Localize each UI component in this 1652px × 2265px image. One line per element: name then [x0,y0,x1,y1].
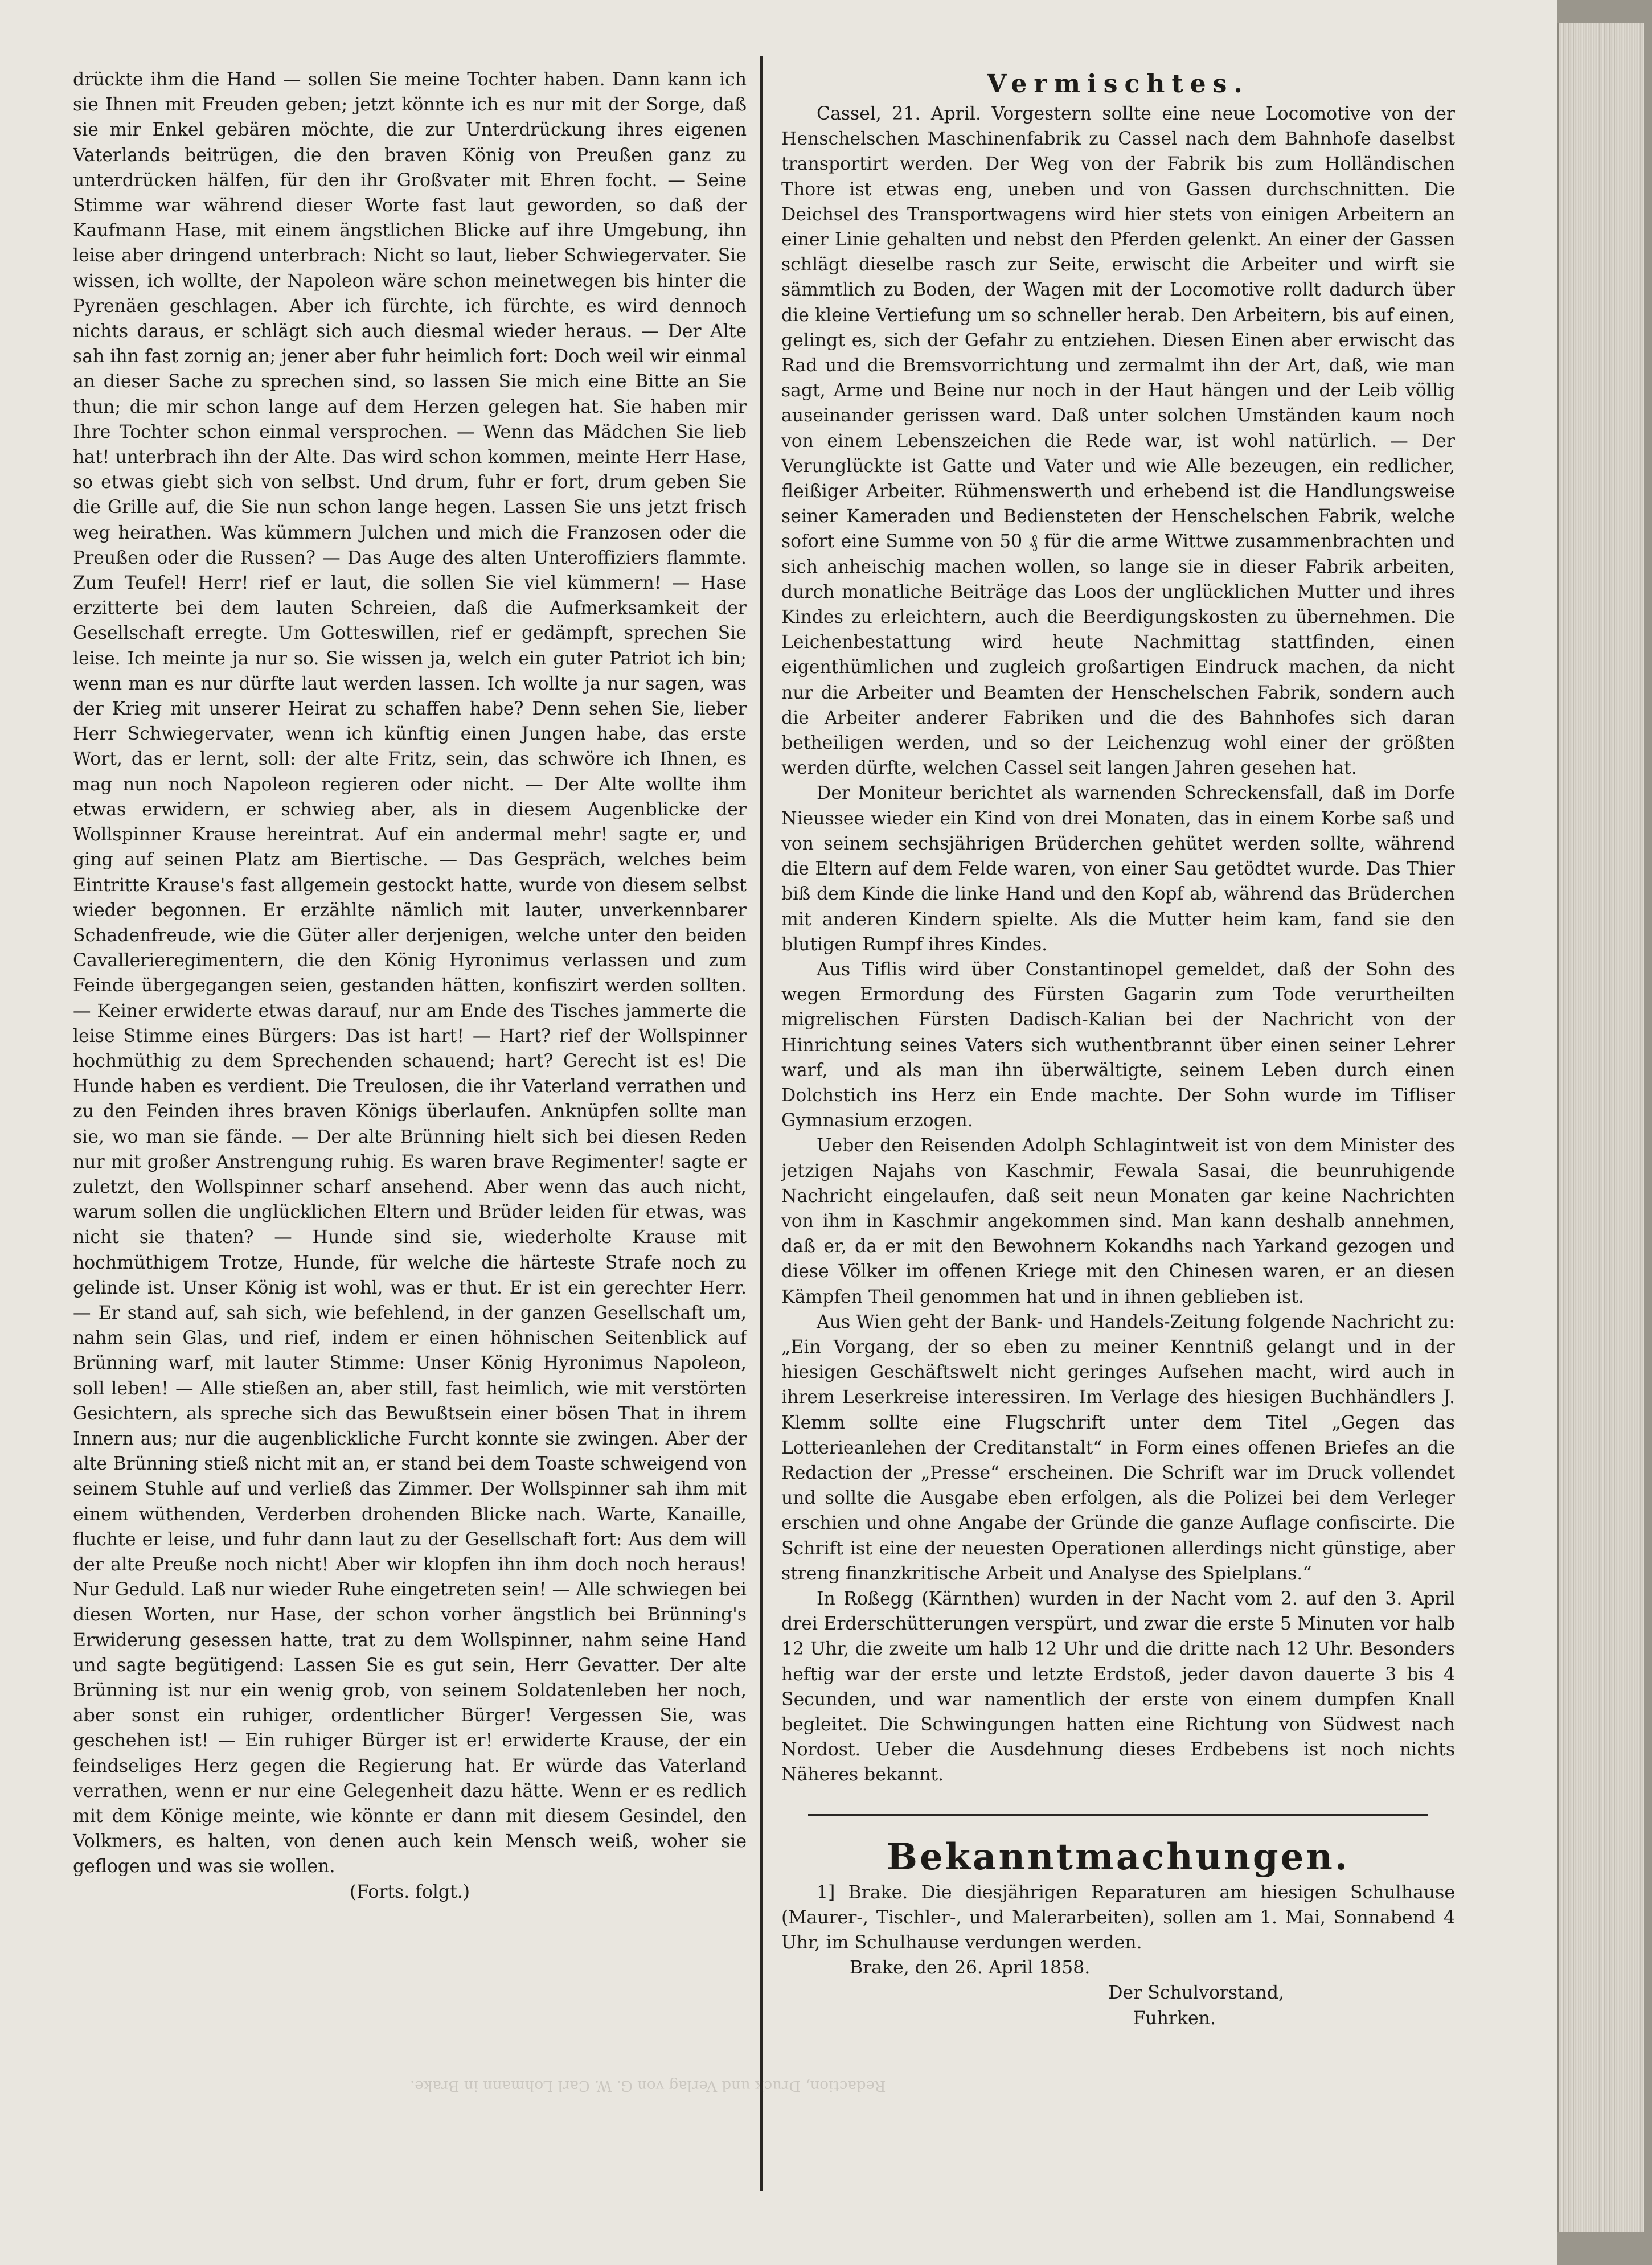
section-title-vermischtes: Vermischtes. [987,69,1249,99]
column-divider [760,56,763,2191]
announcement-place-date: Brake, den 26. April 1858. [850,1958,1091,1979]
imprint-bleedthrough: Redaction, Druck und Verlag von G. W. Carl Lohmann in Brake. [410,2077,886,2094]
announcements-title: Bekanntmachungen. [886,1835,1350,1878]
page-stack-edge [1557,23,1644,2232]
news-item-tiflis: Aus Tiflis wird über Constantinopel gemeldet, daß der Sohn des wegen Ermordung des Fürsten Gagarin zum Tode verurtheilten migrelischen Fürsten Dadisch-Kalian bei der Nachricht von der Hinrichtung seines Vaters sich wuthentbrannt über einen seiner Lehrer warf, und als man ihn überwältigte, seinem Leben durch einen Dolchstich ins Herz ein Ende machte. Der Sohn wurde im Tifliser Gymnasium erzogen. [781,959,1455,1131]
news-item-cassel: Cassel, 21. April. Vorgestern sollte eine neue Locomotive von der Henschelschen Maschinenfabrik zu Cassel nach dem Bahnhofe daselbst transportirt werden. Der Weg von der Fabrik bis zum Holländischen Thore ist etwas eng, uneben und von Gassen durchschnitten. Die Deichsel des Transportwagens wird hier stets von einigen Arbeitern an einer Linie gehalten und nebst den Pferden gelenkt. An einer der Gassen schlägt dieselbe rasch zur Seite, erwischt die Arbeiter und wirft sie sämmtlich zu Boden, der Wagen mit der Locomotive rollt dadurch über die kleine Vertiefung um so schneller herab. Den Arbeitern, bis auf einen, gelingt es, sich der Gefahr zu entziehen. Diesen Einen aber erwischt das Rad und die Bremsvorrichtung und zermalmt ihn der Art, daß, wie man sagt, Arme und Beine nur noch in der Haut hängen und der Leib völlig auseinander gerissen ward. Daß unter solchen Umständen kaum noch von einem Lebenszeichen die Rede war, ist wohl natürlich. — Der Verunglückte ist Gatte und Vater und wie Alle bezeugen, ein redlicher, fleißiger Arbeiter. Rühmenswerth und erhebend ist die Handlungsweise seiner Kameraden und Bediensteten der Henschelschen Fabrik, welche sofort eine Summe von 50 ₰ für die arme Wittwe zusammenbrachten und sich anheischig machen wollen, so lange sie in dieser Fabrik arbeiten, durch monatliche Beiträge das Loos der unglücklichen Mutter und ihres Kindes zu erleichtern, auch die Beerdigungskosten zu übernehmen. Die Leichenbestattung wird heute Nachmittag stattfinden, einen eigenthümlichen und zugleich großartigen Eindruck machen, da nicht nur die Arbeiter und Beamten der Henschelschen Fabrik, sondern auch die Arbeiter anderer Fabriken und die des Bahnhofes sich daran betheiligen werden, und so der Leichenzug wohl einer der größten werden dürfte, welchen Cassel seit langen Jahren gesehen hat. [781,104,1455,779]
continuation-note: (Forts. folgt.) [349,1881,470,1902]
news-item-schlagintweit: Ueber den Reisenden Adolph Schlagintweit ist von dem Minister des jetzigen Najahs von Kaschmir, Fewala Sasai, die beunruhigende Nachricht eingelaufen, daß seit neun Monaten gar keine Nachrichten von ihm in Kaschmir angekommen sind. Man kann deshalb annehmen, daß er, da er mit den Bewohnern Kokandhs nach Yarkand gezogen und diese Völker im offenen Kriege mit den Chinesen waren, er an diesen Kämpfen Theil genommen hat und in ihnen geblieben ist. [781,1135,1455,1307]
right-column [781,67,1455,2265]
news-item-wien: Aus Wien geht der Bank- und Handels-Zeitung folgende Nachricht zu: „Ein Vorgang, der so eben zu meiner Kenntniß gelangt und in der hiesigen Geschäftswelt nicht geringes Aufsehen macht, wird auch in ihrem Leserkreise interessiren. Im Verlage des hiesigen Buchhändlers J. Klemm sollte eine Flugschrift unter dem Titel „Gegen das Lotterieanlehen der Creditanstalt“ in Form eines offenen Briefes an die Redaction der „Presse“ erscheinen. Die Schrift war im Druck vollendet und sollte die Ausgabe eben erfolgen, als die Polizei bei dem Verleger erschien und ohne Angabe der Gründe die ganze Auflage confiscirte. Die Schrift ist eine der neuesten Operationen allerdings nicht günstige, aber streng finanzkritische Arbeit und Analyse des Spielplans.“ [781,1311,1455,1584]
news-item-rossegg: In Roßegg (Kärnthen) wurden in der Nacht vom 2. auf den 3. April drei Erderschütterungen verspürt, und zwar die erste 5 Minuten vor halb 12 Uhr, die zweite um halb 12 Uhr und die dritte nach 12 Uhr. Besonders heftig war der erste und letzte Erdstoß, jeder davon dauerte 3 bis 4 Secunden, und war namentlich der erste von einem dumpfen Knall begleitet. Die Schwingungen hatten eine Richtung von Südwest nach Nordost. Ueber die Ausdehnung dieses Erdbebens ist noch nichts Näheres bekannt. [781,1588,1455,1786]
left-column [73,67,747,2265]
announcement-signature-org: Der Schulvorstand, [1108,1983,1284,2004]
section-rule [808,1814,1428,1816]
story-text: drückte ihm die Hand — sollen Sie meine Tochter haben. Dann kann ich sie Ihnen mit Freuden geben; jetzt könnte ich es nur mit der Sorge, daß sie mir Enkel gebären möchte, die zur Unterdrückung ihres eigenen Vaterlands beitrügen, die den braven König von Preußen ganz zu unterdrücken hälfen, für den ihr Großvater mit Ehren focht. — Seine Stimme war während dieser Worte fast laut geworden, so daß der Kaufmann Hase, mit einem ängstlichen Blicke auf ihre Umgebung, ihn leise aber dringend unterbrach: Nicht so laut, lieber Schwiegervater. Sie wissen, ich wollte, der Napoleon wäre schon meinetwegen bis hinter die Pyrenäen geschlagen. Aber ich fürchte, ich fürchte, es wird dennoch nichts daraus, er schlägt sich auch diesmal wieder heraus. — Der Alte sah ihn fast zornig an; jener aber fuhr heimlich fort: Doch weil wir einmal an dieser Sache zu sprechen sind, so lassen Sie mich eine Bitte an Sie thun; die mir schon lange auf dem Herzen gelegen hat. Sie haben mir Ihre Tochter schon einmal versprochen. — Wenn das Mädchen Sie lieb hat! unterbrach ihn der Alte. Das wird schon kommen, meinte Herr Hase, so etwas giebt sich von selbst. Und drum, fuhr er fort, drum geben Sie die Grille auf, die Sie nun schon lange hegen. Lassen Sie uns jetzt frisch weg heirathen. Was kümmern Julchen und mich die Franzosen oder die Preußen oder die Russen? — Das Auge des alten Unteroffiziers flammte. Zum Teufel! Herr! rief er laut, die sollen Sie viel kümmern! — Hase erzitterte bei dem lauten Schreien, daß die Aufmerksamkeit der Gesellschaft erregte. Um Gotteswillen, rief er gedämpft, sprechen Sie leise. Ich meinte ja nur so. Sie wissen ja, welch ein guter Patriot ich bin; wenn man es nur dürfte laut werden lassen. Ich wollte ja nur sagen, was der Krieg mit unserer Heirat zu schaffen habe? Denn sehen Sie, lieber Herr Schwiegervater, wenn ich künftig einen Jungen habe, das erste Wort, das er lernt, soll: der alte Fritz, sein, das schwöre ich Ihnen, es mag nun noch Napoleon regieren oder nicht. — Der Alte wollte ihm etwas erwidern, er schwieg aber, als in diesem Augenblicke der Wollspinner Krause hereintrat. Auf ein andermal mehr! sagte er, und ging auf seinen Platz am Biertische. — Das Gespräch, welches beim Eintritte Krause's fast allgemein gestockt hatte, wurde von diesem selbst wieder begonnen. Er erzählte nämlich mit lauter, unverkennbarer Schadenfreude, wie die Güter aller derjenigen, welche unter den beiden Cavallerieregimentern, die den König Hyronimus verlassen und zum Feinde übergegangen seien, gestanden hätten, konfiszirt werden sollten. — Keiner erwiderte etwas darauf, nur am Ende des Tisches jammerte die leise Stimme eines Bürgers: Das ist hart! — Hart? rief der Wollspinner hochmüthig zu dem Sprechenden schauend; hart? Gerecht ist es! Die Hunde haben es verdient. Die Treulosen, die ihr Vaterland verrathen und zu den Feinden ihres braven Königs überlaufen. Anknüpfen sollte man sie, wo man sie fände. — Der alte Brünning hielt sich bei diesen Reden nur mit großer Anstrengung ruhig. Es waren brave Regimenter! sagte er zuletzt, den Wollspinner scharf ansehend. Aber wenn das auch nicht, warum sollen die unglücklichen Eltern und Brüder leiden für etwas, was nicht sie thaten? — Hunde sind sie, wiederholte Krause mit hochmüthigem Trotze, Hunde, für welche die härteste Strafe noch zu gelinde ist. Unser König ist wohl, was er thut. Er ist ein gerechter Herr. — Er stand auf, sah sich, wie befehlend, in der ganzen Gesellschaft um, nahm sein Glas, und rief, indem er einen höhnischen Seitenblick auf Brünning warf, mit lauter Stimme: Unser König Hyronimus Napoleon, soll leben! — Alle stießen an, aber still, fast heimlich, wie mit verstörten Gesichtern, als spreche sich das Bewußtsein einer bösen That in ihrem Innern aus; nur die augenblickliche Furcht konnte sie zwingen. Aber der alte Brünning stieß nicht mit an, er stand bei dem Toaste schweigend von seinem Stuhle auf und verließ das Zimmer. Der Wollspinner sah ihm mit einem wüthenden, Verderben drohenden Blicke nach. Warte, Kanaille, fluchte er leise, und fuhr dann laut zu der Gesellschaft fort: Aus dem will der alte Preuße noch nicht! Aber wir klopfen ihn ihm doch noch heraus! Nur Geduld. Laß nur wieder Ruhe eingetreten sein! — Alle schwiegen bei diesen Worten, nur Hase, der schon vorher ängstlich bei Brünning's Erwiderung gesessen hatte, trat zu dem Wollspinner, nahm seine Hand und sagte begütigend: Lassen Sie es gut sein, Herr Gevatter. Der alte Brünning ist nur ein wenig grob, von seinem Soldatenleben her noch, aber sonst ein ruhiger, ordentlicher Bürger! Vergessen Sie, was geschehen ist! — Ein ruhiger Bürger ist er! erwiderte Krause, der ein feindseliges Herz gegen die Regierung hat. Er würde das Vaterland verrathen, wenn er nur eine Gelegenheit dazu hätte. Wenn er es redlich mit dem Könige meinte, wie könnte er dann mit diesem Gesindel, den Volkmers, es halten, von denen auch kein Mensch weiß, woher sie geflogen und was sie wollen. [73,69,747,1877]
news-item-moniteur: Der Moniteur berichtet als warnenden Schreckensfall, daß im Dorfe Nieussee wieder ein Kind von drei Monaten, das in einem Korbe saß und von seinem sechsjährigen Brüderchen gehütet werden sollte, während die Eltern auf dem Felde waren, von einer Sau getödtet wurde. Das Thier biß dem Kinde die linke Hand und den Kopf ab, während das Brüderchen mit anderen Kindern spielte. Als die Mutter heim kam, fand sie den blutigen Rumpf ihres Kindes. [781,783,1455,955]
announcement-item: 1] Brake. Die diesjährigen Reparaturen am hiesigen Schulhause (Maurer-, Tischler-, und Malerarbeiten), sollen am 1. Mai, Sonnabend 4 Uhr, im Schulhause verdungen werden. [781,1882,1455,1954]
announcement-signature-name: Fuhrken. [1133,2008,1216,2029]
